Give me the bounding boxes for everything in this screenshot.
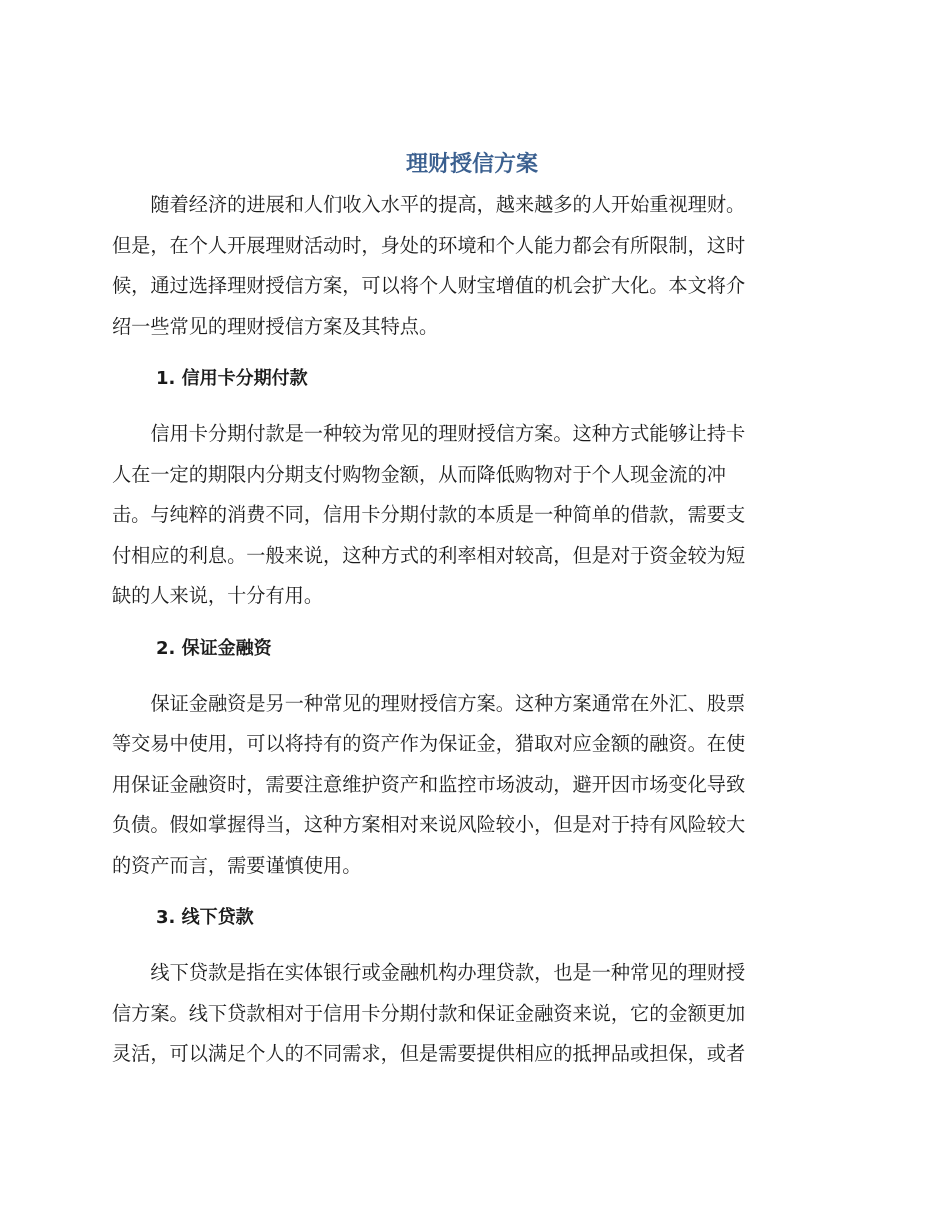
section-paragraph-margin-financing	[112, 684, 832, 887]
section-paragraph-credit-card	[112, 414, 832, 617]
paragraph-line: 保证金融资是另一种常见的理财授信方案。这种方案通常在外汇、股票	[150, 691, 746, 715]
document-title: 理财授信方案	[405, 152, 538, 177]
paragraph-line: 付相应的利息。一般来说，这种方式的利率相对较高，但是对于资金较为短	[112, 543, 746, 567]
paragraph-line: 用保证金融资时，需要注意维护资产和监控市场波动，避开因市场变化导致	[112, 772, 746, 796]
paragraph-line: 但是，在个人开展理财活动时，身处的环境和个人能力都会有所限制，这时	[112, 233, 746, 257]
paragraph-line: 缺的人来说，十分有用。	[112, 584, 324, 607]
paragraph-line: 人在一定的期限内分期支付购物金额，从而降低购物对于个人现金流的冲	[112, 462, 726, 486]
section-heading-offline-loan: 3. 线下贷款	[156, 907, 254, 928]
section-paragraph-offline-loan	[112, 953, 832, 1075]
paragraph-line: 等交易中使用，可以将持有的资产作为保证金，猎取对应金额的融资。在使	[112, 732, 746, 755]
paragraph-line: 击。与纯粹的消费不同，信用卡分期付款的本质是一种简单的借款，需要支	[112, 503, 746, 526]
intro-paragraph	[112, 185, 832, 347]
paragraph-line: 负债。假如掌握得当，这种方案相对来说风险较小，但是对于持有风险较大	[112, 813, 746, 836]
paragraph-line: 的资产而言，需要谨慎使用。	[112, 853, 362, 877]
paragraph-line: 信用卡分期付款是一种较为常见的理财授信方案。这种方式能够让持卡	[150, 422, 746, 445]
document-page	[112, 145, 832, 1075]
section-heading-credit-card: 1. 信用卡分期付款	[156, 368, 308, 389]
paragraph-line: 随着经济的进展和人们收入水平的提高，越来越多的人开始重视理财。	[150, 193, 746, 216]
paragraph-line: 信方案。线下贷款相对于信用卡分期付款和保证金融资来说，它的金额更加	[112, 1001, 746, 1025]
paragraph-line: 绍一些常见的理财授信方案及其特点。	[112, 314, 439, 338]
paragraph-line: 候，通过选择理财授信方案，可以将个人财宝增值的机会扩大化。本文将介	[112, 274, 746, 297]
paragraph-line: 线下贷款是指在实体银行或金融机构办理贷款，也是一种常见的理财授	[150, 961, 746, 984]
paragraph-line: 灵活，可以满足个人的不同需求，但是需要提供相应的抵押品或担保，或者	[112, 1042, 746, 1065]
section-heading-margin-financing: 2. 保证金融资	[156, 637, 272, 659]
